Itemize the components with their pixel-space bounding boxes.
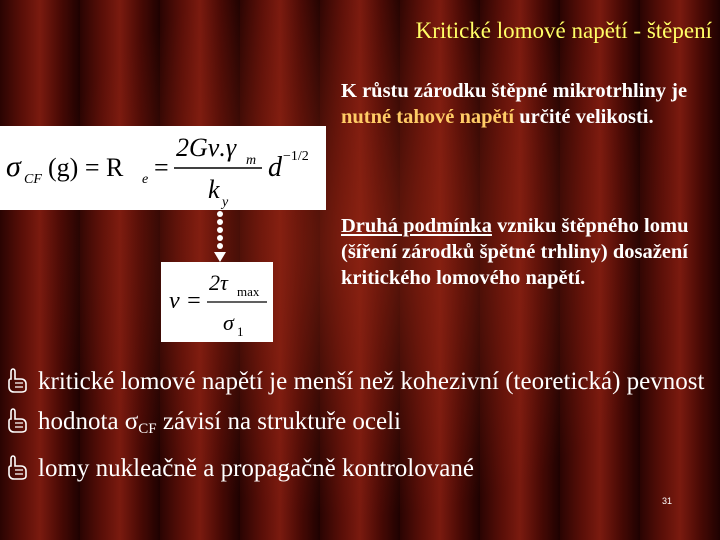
bullet-item-2 <box>6 402 706 449</box>
formula1-tail: d <box>268 152 282 183</box>
bullet-item-1 <box>6 362 706 402</box>
hand-pointing-icon <box>6 453 28 479</box>
para2-rest: vzniku štěpného lomu (šíření zárodků špětné trhliny) dosažení kritického lomového napětí. <box>341 215 689 289</box>
formula-poisson <box>161 262 273 342</box>
formula1-denominator-sub: y <box>222 195 229 210</box>
formula2-numerator: 2τ <box>209 270 228 295</box>
formula2-numerator-sub: max <box>237 284 260 299</box>
formula2-lhs: ν = <box>169 288 202 314</box>
formula1-eq2: = <box>154 153 169 182</box>
hand-pointing-icon <box>6 366 28 392</box>
bullet-list <box>6 362 706 489</box>
formula1-lhs-sub: CF <box>24 172 42 187</box>
slide-title: Kritické lomové napětí - štěpení <box>415 18 712 43</box>
formula1-arg-sub: e <box>142 172 149 187</box>
formula1-lhs: σ <box>6 150 21 183</box>
formula-critical-stress-svg <box>0 126 326 210</box>
formula1-numerator: 2Gν.γ <box>176 133 237 162</box>
formula1-numerator-sub: m <box>246 153 257 168</box>
formula-critical-stress <box>0 126 326 210</box>
formula1-tail-sup: −1/2 <box>283 149 309 164</box>
para2-underlined: Druhá podmínka <box>341 215 492 237</box>
hand-pointing-icon <box>6 406 28 432</box>
formula1-denominator: k <box>208 175 220 204</box>
bullet-2-after: závisí na struktuře oceli <box>162 408 402 435</box>
para1-highlight: nutné tahové napětí <box>341 106 515 128</box>
bullet-2-before: hodnota σ <box>38 408 139 435</box>
para1-part2: určité velikosti. <box>519 106 654 128</box>
bullet-item-3 <box>6 449 706 489</box>
formula2-denominator-sub: 1 <box>237 324 244 339</box>
page-number: 31 <box>662 496 673 506</box>
bullet-2-sub: CF <box>138 421 157 437</box>
bullet-3-text: lomy nukleačně a propagačně kontrolované <box>38 455 474 482</box>
formula2-denominator: σ <box>223 310 234 335</box>
formula1-arg: (g) = R <box>48 153 124 182</box>
paragraph-second-condition <box>341 213 713 291</box>
bullet-1-text: kritické lomové napětí je menší než kohezivní (teoretická) pevnost <box>38 368 705 395</box>
dotted-arrow <box>214 210 226 262</box>
para1-part1: K růstu zárodku štěpné mikrotrhliny je <box>341 80 688 102</box>
paragraph-nucleation <box>341 78 713 130</box>
formula-poisson-svg <box>161 262 273 342</box>
